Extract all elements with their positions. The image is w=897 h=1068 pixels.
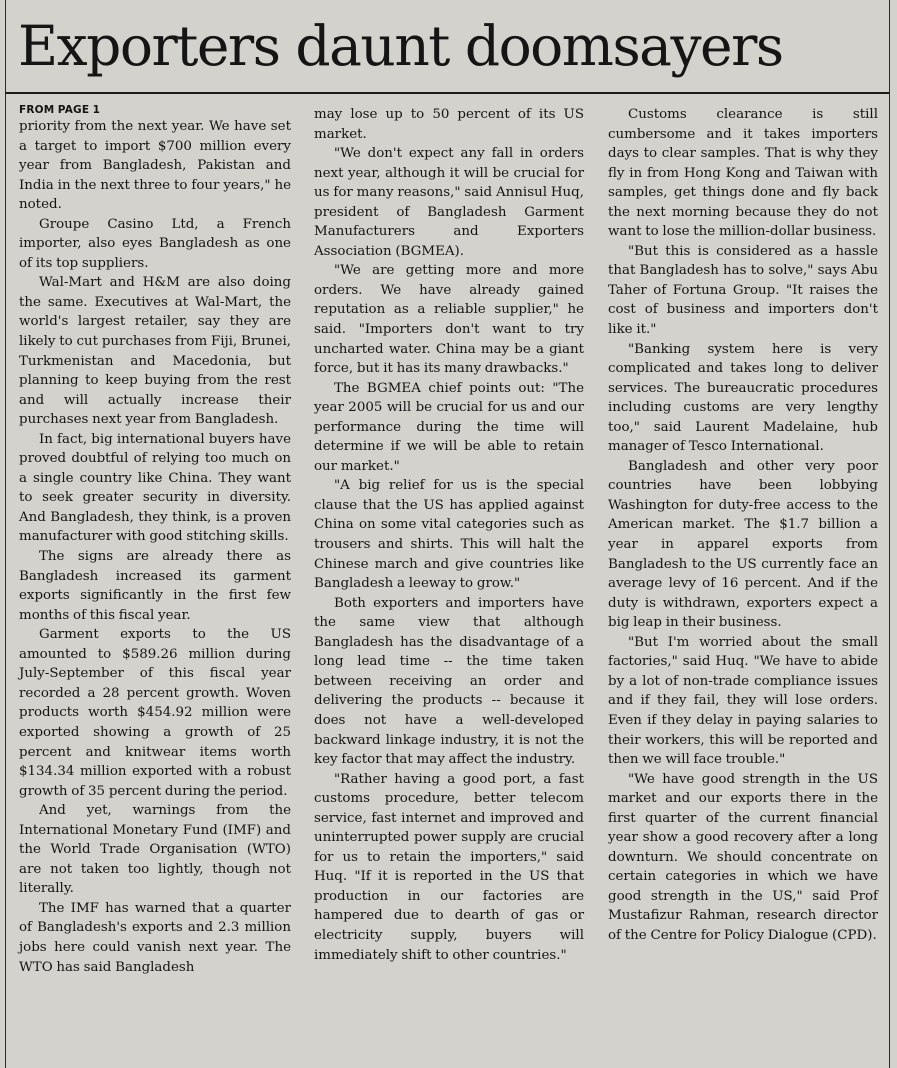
paragraph: "But I'm worried about the small factories," said Huq. "We have to abide by a lot of non-trade compliance issues and if they fail, they will lose orders. Even if they delay in paying salaries to their workers, this will be reported and then we will face trouble." [608, 634, 878, 768]
paragraph: In fact, big international buyers have proved doubtful of relying too much on a single country like China. They want to seek greater security in diversity. And Bangladesh, they think, is a proven manufacturer with good stitching skills. [19, 431, 291, 545]
page-border-right [889, 0, 890, 1068]
paragraph: Groupe Casino Ltd, a French importer, also eyes Bangladesh as one of its top suppliers. [19, 216, 291, 271]
paragraph: "We have good strength in the US market and our exports there in the first quarter of the current financial year show a good recovery after a long downturn. We should concentrate on certain categories in which we have good strength in the US," said Prof Mustafizur Rahman, research director of the Centre for Policy Dialogue (CPD). [608, 771, 878, 943]
paragraph: Bangladesh and other very poor countries have been lobbying Washington for duty-free access to the American market. The $1.7 billion a year in apparel exports from Bangladesh to the US currently face an average levy of 16 percent. And if the duty is withdrawn, exporters expect a big leap in their business. [608, 458, 878, 631]
page-border-left [5, 0, 6, 1068]
paragraph: may lose up to 50 percent of its US market. [314, 107, 584, 142]
article-column-2 [314, 105, 584, 965]
paragraph: The IMF has warned that a quarter of Bangladesh's exports and 2.3 million jobs here could vanish next year. The WTO has said Bangladesh [19, 900, 291, 975]
paragraph: "We don't expect any fall in orders next year, although it will be crucial for us for many reasons," said Annisul Huq, president of Bangladesh Garment Manufacturers and Exporters Association (BGMEA). [314, 146, 584, 259]
paragraph: Customs clearance is still cumbersome and it takes importers days to clear samples. That is why they fly in from Hong Kong and Taiwan with samples, get things done and fly back the next morning because they do not want to lose the million-dollar business. [608, 107, 878, 240]
continued-from-label: FROM PAGE 1 [19, 104, 101, 116]
paragraph: priority from the next year. We have set a target to import $700 million every year from Bangladesh, Pakistan and India in the next three to four years," he noted. [19, 119, 291, 213]
paragraph: And yet, warnings from the International Monetary Fund (IMF) and the World Trade Organisation (WTO) are not taken too lightly, though not literally. [19, 803, 291, 897]
paragraph: "But this is considered as a hassle that Bangladesh has to solve," says Abu Taher of Fortuna Group. "It raises the cost of business and importers don't like it." [608, 243, 878, 338]
paragraph: "A big relief for us is the special clause that the US has applied against China on some vital categories such as trousers and shirts. This will halt the Chinese march and give countries like Bangladesh a leeway to grow." [314, 478, 584, 592]
headline: Exporters daunt doomsayers [18, 14, 783, 78]
article-column-3 [608, 105, 878, 946]
paragraph: The BGMEA chief points out: "The year 2005 will be crucial for us and our performance during the time will determine if we will be able to retain our market." [314, 380, 584, 474]
headline-rule [5, 92, 890, 94]
paragraph: Garment exports to the US amounted to $589.26 million during July-September of this fiscal year recorded a 28 percent growth. Woven products worth $454.92 million were exported showing a growth of 25 percent and knitwear items worth $134.34 million exported with a robust growth of 35 percent during the period. [19, 627, 291, 799]
paragraph: "Rather having a good port, a fast customs procedure, better telecom service, fast internet and improved and uninterrupted power supply are crucial for us to retain the importers," said Huq. "If it is reported in the US that production in our factories are hampered due to dearth of gas or electricity supply, buyers will immediately shift to other countries." [314, 771, 584, 963]
paragraph: Wal-Mart and H&M are also doing the same. Executives at Wal-Mart, the world's largest retailer, say they are likely to cut purchases from Fiji, Brunei, Turkmenistan and Macedonia, but planning to keep buying from the rest and will actually increase their purchases next year from Bangladesh. [19, 275, 291, 428]
article-column-1 [19, 104, 291, 977]
paragraph: Both exporters and importers have the same view that although Bangladesh has the disadvantage of a long lead time -- the time taken between receiving an order and delivering the products -- because it does not have a well-developed backward linkage industry, it is not the key factor that may affect the industry. [314, 595, 584, 768]
paragraph: "We are getting more and more orders. We have already gained reputation as a reliable supplier," he said. "Importers don't want to try uncharted water. China may be a giant force, but it has its many drawbacks." [314, 263, 584, 377]
paragraph: "Banking system here is very complicated and takes long to deliver services. The bureaucratic procedures including customs are very lengthy too," said Laurent Madelaine, hub manager of Tesco International. [608, 341, 878, 455]
paragraph: The signs are already there as Bangladesh increased its garment exports significantly in the first few months of this fiscal year. [19, 549, 291, 623]
